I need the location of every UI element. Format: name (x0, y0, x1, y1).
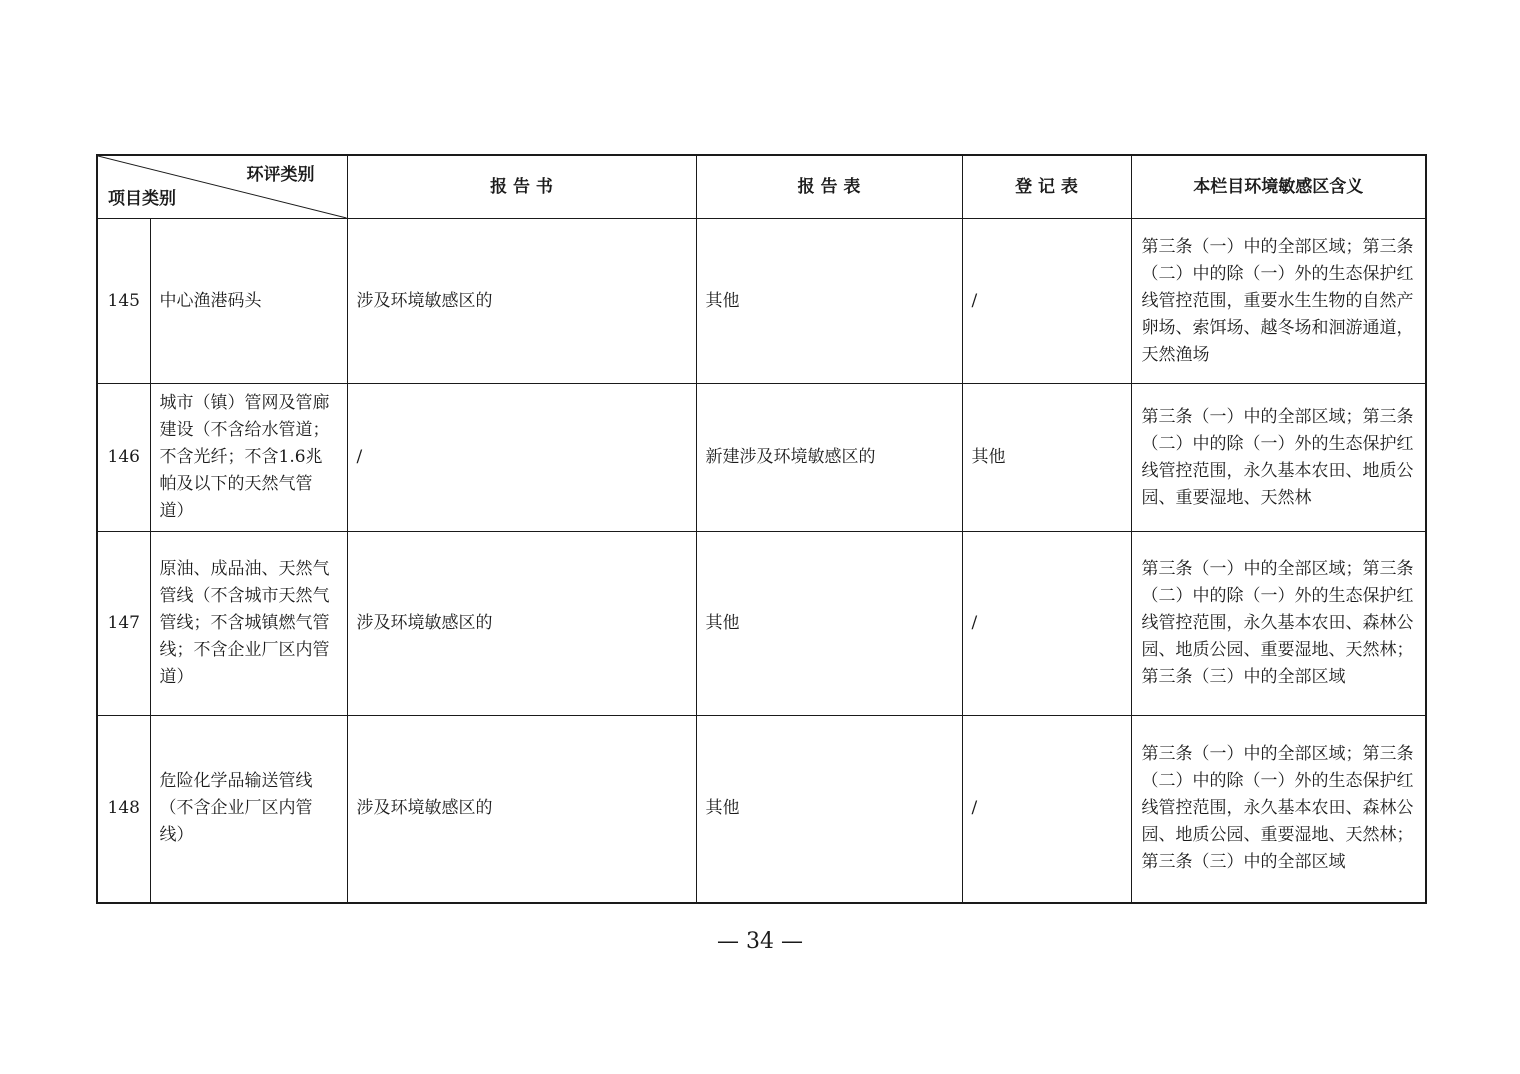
page-number: — 34 — (717, 929, 803, 954)
register-form-cell (962, 716, 1131, 903)
project-category-cell (150, 384, 347, 532)
register-form-cell (962, 219, 1131, 384)
register-form-cell (962, 532, 1131, 716)
register-form-value: / (971, 290, 978, 311)
header-sensitive-meaning: 本栏目环境敏感区含义 (1131, 155, 1426, 219)
header-eia-category: 环评类别 (246, 165, 315, 185)
register-form-cell (962, 384, 1131, 532)
report-book-value: 涉及环境敏感区的 (356, 613, 493, 633)
report-form-cell (696, 384, 962, 532)
report-form-value: 其他 (705, 290, 740, 311)
sensitive-meaning-cell (1131, 219, 1426, 384)
project-category: 原油、成品油、天然气管线（不含城市天然气管线；不含城镇燃气管线；不含企业厂区内管道） (159, 559, 330, 687)
report-book-value: 涉及环境敏感区的 (356, 798, 493, 819)
row-number: 148 (97, 716, 150, 903)
report-book-cell (347, 219, 696, 384)
row-number: 146 (97, 384, 150, 532)
project-category-cell (150, 532, 347, 716)
register-form-value: 其他 (971, 447, 1006, 467)
register-form-value: / (971, 613, 978, 633)
row-number: 147 (97, 532, 150, 716)
sensitive-meaning-value: 第三条（一）中的全部区域；第三条（二）中的除（一）外的生态保护红线管控范围，重要水生生物的自然产卵场、索饵场、越冬场和洄游通道，天然渔场 (1141, 236, 1414, 365)
report-form-value: 新建涉及环境敏感区的 (705, 447, 876, 467)
report-book-cell (347, 384, 696, 532)
row-number: 145 (97, 219, 150, 384)
sensitive-meaning-cell (1131, 716, 1426, 903)
diagonal-header-cell (97, 155, 347, 219)
report-book-cell (347, 532, 696, 716)
table-row (97, 716, 1426, 903)
header-register-form: 登 记 表 (962, 155, 1131, 219)
sensitive-meaning-cell (1131, 532, 1426, 716)
project-category: 中心渔港码头 (159, 290, 262, 311)
project-category: 城市（镇）管网及管廊建设（不含给水管道；不含光纤；不含1.6兆帕及以下的天然气管道） (159, 393, 330, 521)
report-book-value: 涉及环境敏感区的 (356, 290, 493, 311)
table-header-row (97, 155, 1426, 219)
report-form-cell (696, 716, 962, 903)
report-form-value: 其他 (705, 798, 740, 819)
report-form-cell (696, 219, 962, 384)
table-row (97, 532, 1426, 716)
header-report-form: 报 告 表 (696, 155, 962, 219)
report-book-cell (347, 716, 696, 903)
report-form-cell (696, 532, 962, 716)
project-category-cell (150, 219, 347, 384)
report-form-value: 其他 (705, 613, 740, 633)
sensitive-meaning-value: 第三条（一）中的全部区域；第三条（二）中的除（一）外的生态保护红线管控范围，永久基本农田、森林公园、地质公园、重要湿地、天然林；第三条（三）中的全部区域 (1141, 744, 1414, 873)
sensitive-meaning-cell (1131, 384, 1426, 532)
header-project-category: 项目类别 (108, 189, 176, 209)
report-book-value: / (356, 447, 363, 467)
table-row (97, 384, 1426, 532)
eia-category-table (96, 154, 1427, 904)
project-category-cell (150, 716, 347, 903)
header-report-book: 报 告 书 (347, 155, 696, 219)
table-row (97, 219, 1426, 384)
register-form-value: / (971, 798, 978, 819)
project-category: 危险化学品输送管线（不含企业厂区内管线） (159, 771, 313, 846)
sensitive-meaning-value: 第三条（一）中的全部区域；第三条（二）中的除（一）外的生态保护红线管控范围，永久基本农田、森林公园、地质公园、重要湿地、天然林；第三条（三）中的全部区域 (1141, 559, 1414, 687)
sensitive-meaning-value: 第三条（一）中的全部区域；第三条（二）中的除（一）外的生态保护红线管控范围，永久基本农田、地质公园、重要湿地、天然林 (1141, 406, 1414, 508)
